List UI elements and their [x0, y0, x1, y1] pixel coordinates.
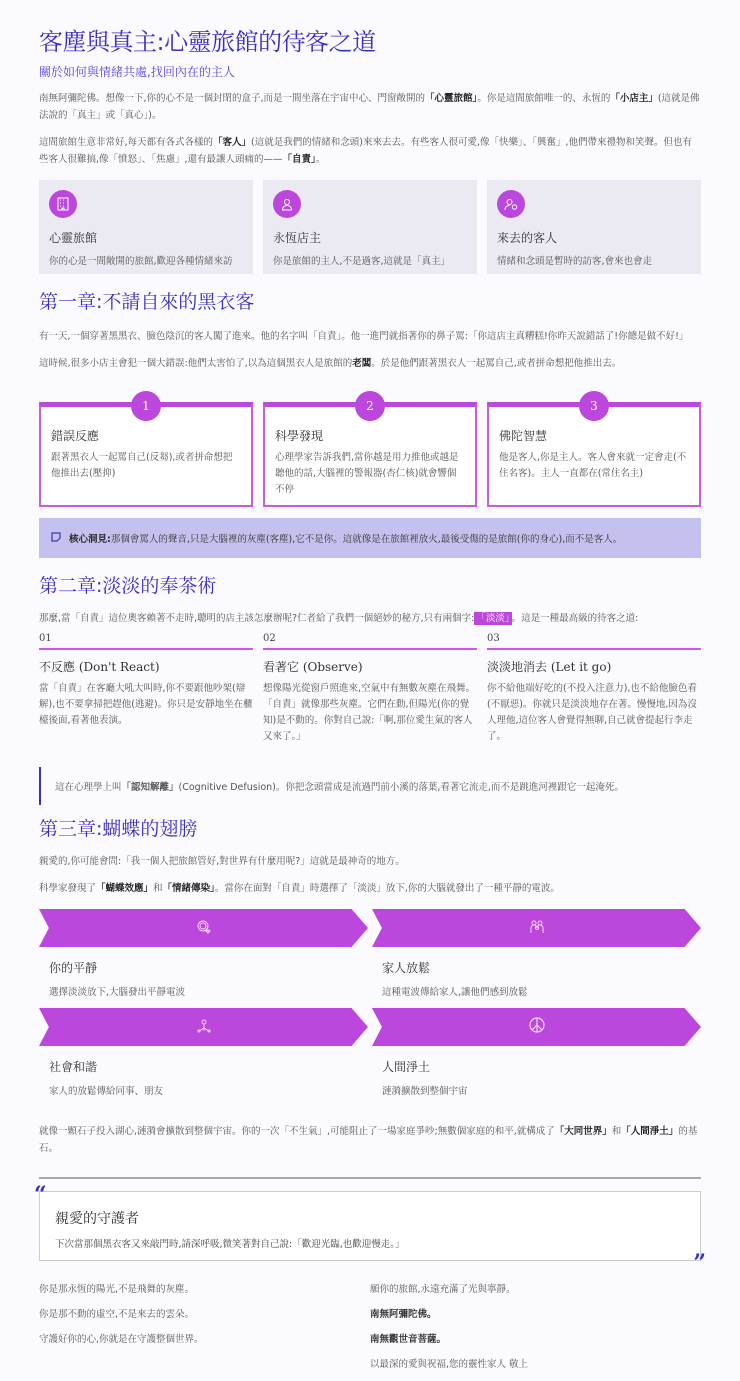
- emphasis-text: 「認知解離」: [121, 782, 179, 793]
- method-desc: 當「自責」在客廳大吼大叫時,你不要跟他吵架(辯解),也不要拿掃把趕他(逃避)。你只是安靜地坐在櫃檯後面,看著他表演。: [39, 683, 253, 726]
- close-quote-icon: ”: [693, 1250, 706, 1276]
- method-column: [487, 633, 701, 745]
- footer-line: 你是那不動的虛空,不是來去的雲朵。: [39, 1309, 195, 1320]
- guardian-quote-box: [34, 1182, 706, 1276]
- text-segment: (Cognitive Defusion)。你把念頭當成是流過門前小溪的落葉,看著它流走,而不是跳進河裡跟它一起淹死。: [178, 782, 624, 793]
- card-desc: 情緒和念頭是暫時的訪客,會來也會走: [497, 256, 653, 267]
- text-segment: 這在心理學上叫: [55, 782, 122, 793]
- card-title: 來去的客人: [497, 231, 558, 245]
- chapter-1-heading: 第一章:不請自來的黑衣客: [39, 291, 255, 313]
- step-card: [263, 399, 477, 507]
- network-icon: [197, 1018, 211, 1037]
- step-desc: 跟著黑衣人一起罵自己(反芻),或者拼命想把他推出去(壓抑): [51, 452, 233, 479]
- text-segment: 。: [315, 154, 326, 165]
- flow-step: [39, 1008, 368, 1107]
- method-columns: [39, 633, 701, 745]
- step-desc: 他是客人,你是主人。客人會來就一定會走(不住名客)。主人一直都在(常住名主): [499, 452, 687, 479]
- footer-line: 願你的旅館,永遠充滿了光與寧靜。: [370, 1284, 516, 1295]
- footer-line: 南無觀世音菩薩。: [370, 1334, 447, 1345]
- emphasis-text: 「情緒傳染」: [162, 883, 215, 894]
- steps: [39, 399, 701, 507]
- step-title: 錯誤反應: [51, 429, 100, 443]
- text-segment: 就像一顆石子投入湖心,漣漪會擴散到整個宇宙。你的一次「不生氣」,可能阻止了一場家庭爭吵;無數個家庭的和平,就構成了: [39, 1126, 555, 1137]
- chapter-3-paragraph: [39, 880, 701, 897]
- emphasis-text: 「大同世界」: [554, 1126, 612, 1137]
- step-card: [487, 399, 701, 507]
- emphasis-text: 「心靈旅館」: [425, 93, 478, 104]
- intro-paragraph-2: [39, 134, 701, 168]
- guardian-text: 下次當那個黑衣客又來敲門時,請深呼吸,微笑著對自己說:「歡迎光臨,也歡迎慢走。」: [55, 1239, 405, 1250]
- chapter-3-heading: 第三章:蝴蝶的翅膀: [39, 818, 198, 840]
- concept-card-hotel: [39, 180, 253, 274]
- step-desc: 心理學家告訴我們,當你越是用力推他或越是聽他的話,大腦裡的警報器(杏仁核)就會響個不停: [275, 452, 459, 495]
- footer-line: 南無阿彌陀佛。: [370, 1309, 437, 1320]
- fingerprint-heart-icon: [197, 919, 211, 938]
- flow-title: 家人放鬆: [382, 961, 431, 975]
- method-column: [39, 633, 253, 745]
- ripple-flow: [39, 909, 701, 1107]
- text-segment: 南無阿彌陀佛。想像一下,你的心不是一個封閉的盒子,而是一間坐落在宇宙中心、門窗敞開的: [39, 93, 426, 104]
- flow-desc: 這種電波傳給家人,讓他們感到放鬆: [382, 987, 528, 998]
- method-desc: 想像陽光從窗戶照進來,空氣中有無數灰塵在飛舞。「自責」就像那些灰塵。它們在動,但陽光(你的覺知)是不動的。你對自己說:「啊,那位愛生氣的客人又來了。」: [263, 683, 476, 742]
- family-icon: [529, 919, 545, 938]
- footer: [39, 1281, 701, 1381]
- emphasis-text: 「客人」: [213, 137, 252, 148]
- page-title: 客塵與真主:心靈旅館的待客之道: [39, 28, 376, 56]
- text-segment: 親愛的,你可能會問:「我一個人把旅館管好,對世界有什麼用呢?」這就是最神奇的地方。: [39, 856, 405, 867]
- closing-paragraph: [39, 1123, 701, 1157]
- method-desc: 你不給他端好吃的(不投入注意力),也不給他臉色看(不厭惡)。你就只是淡淡地存在著。慢慢地,因為沒人理他,這位客人會覺得無聊,自己就會提起行李走了。: [487, 683, 697, 742]
- emphasis-text: 「蝴蝶效應」: [96, 883, 154, 894]
- cognitive-defusion-quote: [39, 767, 701, 805]
- step-number: 1: [131, 391, 161, 421]
- flow-desc: 家人的放鬆傳給同事、朋友: [49, 1086, 164, 1097]
- intro-text: 。這是一種最高級的待客之道:: [511, 613, 639, 624]
- chapter-3-paragraph: [39, 853, 701, 870]
- note-icon: [51, 532, 61, 545]
- flow-title: 社會和諧: [49, 1060, 98, 1074]
- text-segment: 。當你在面對「自責」時選擇了「淡淡」放下,你的大腦就發出了一種平靜的電波。: [214, 883, 560, 894]
- highlight-term: 「淡淡」: [476, 613, 510, 624]
- chapter-2-heading: 第二章:淡淡的奉茶術: [39, 575, 217, 597]
- text-segment: 和: [611, 1126, 622, 1137]
- method-number: 02: [263, 633, 477, 650]
- flow-desc: 選擇淡淡放下,大腦發出平靜電波: [49, 987, 186, 998]
- intro-text: 那麼,當「自責」這位奧客賴著不走時,聰明的店主該怎麼辦呢?仁者給了我們一個絕妙的秘方,只有兩個字:: [39, 613, 475, 624]
- chapter-1-paragraph: [39, 328, 701, 345]
- guardian-title: 親愛的守護者: [55, 1211, 139, 1227]
- step-title: 科學發現: [275, 429, 324, 443]
- text-segment: (這就是佛法說的「真主」或「真心」)。: [39, 93, 700, 121]
- emphasis-text: 「自責」: [282, 154, 316, 165]
- hotel-icon: [49, 190, 77, 218]
- step-number: 2: [355, 391, 385, 421]
- method-title: 看著它 (Observe): [263, 660, 363, 674]
- footer-right: [370, 1281, 701, 1381]
- flow-step: [372, 1008, 701, 1107]
- chapter-2-intro: [39, 610, 701, 627]
- step-title: 佛陀智慧: [499, 429, 548, 443]
- text-segment: 。於是他們跟著黑衣人一起罵自己,或者拼命想把他推出去。: [371, 358, 622, 369]
- flow-desc: 漣漪擴散到整個宇宙: [382, 1086, 468, 1097]
- footer-line: 你是那永恆的陽光,不是飛舞的灰塵。: [39, 1284, 195, 1295]
- core-insight-callout: [39, 518, 701, 558]
- text-segment: 這時候,很多小店主會犯一個大錯誤:他們太害怕了,以為這個黑衣人是旅館的: [39, 358, 353, 369]
- text-segment: 有一天,一個穿著黑黑衣、臉色陰沉的客人闖了進來。他的名字叫「自責」。他一進門就指著你的鼻子罵:「你這店主真糟糕!你昨天說錯話了!你總是做不好!」: [39, 331, 689, 342]
- footer-signature: 以最深的愛與祝福,您的靈性家人 敬上: [370, 1359, 529, 1370]
- insight-text: 那個會罵人的聲音,只是大腦裡的灰塵(客塵),它不是你。這就像是在旅館裡放火,最後受傷的是旅館(你的身心),而不是客人。: [110, 534, 623, 545]
- emphasis-text: 「小店主」: [610, 93, 658, 104]
- concept-card-guests: [487, 180, 701, 274]
- footer-left: [39, 1281, 370, 1381]
- user-icon: [273, 190, 301, 218]
- text-segment: 和: [153, 883, 163, 894]
- card-desc: 你是旅館的主人,不是過客,這就是「真主」: [273, 256, 451, 267]
- text-segment: 科學家發現了: [39, 883, 97, 894]
- concept-cards: [39, 180, 701, 274]
- step-number: 3: [579, 391, 609, 421]
- emphasis-text: 老闆: [352, 358, 372, 369]
- text-segment: (這就是我們的情緒和念頭)來來去去。有些客人很可愛,像「快樂」、「興奮」,他們帶來禮物和笑聲。但也有些客人很難搞,像「憤怒」、「焦慮」,還有最讓人頭痛的——: [39, 137, 693, 165]
- flow-title: 人間淨土: [382, 1060, 431, 1074]
- open-quote-icon: “: [34, 1182, 47, 1208]
- flow-title: 你的平靜: [49, 961, 98, 975]
- insight-label: 核心洞見:: [69, 534, 111, 545]
- text-segment: 。你是這間旅館唯一的、永恆的: [477, 93, 611, 104]
- method-title: 不反應 (Don't React): [39, 660, 160, 674]
- page-subtitle: 關於如何與情緒共處,找回內在的主人: [39, 65, 235, 79]
- method-number: 01: [39, 633, 253, 650]
- chapter-1-paragraph: [39, 355, 701, 372]
- text-segment: 的基石。: [39, 1126, 698, 1154]
- card-title: 心靈旅館: [49, 231, 98, 245]
- footer-line: 守護好你的心,你就是在守護整個世界。: [39, 1334, 204, 1345]
- text-segment: 這間旅館生意非常好,每天都有各式各樣的: [39, 137, 214, 148]
- intro-paragraph-1: [39, 90, 701, 124]
- emphasis-text: 「人間淨土」: [621, 1126, 679, 1137]
- flow-step: [39, 909, 368, 1008]
- flow-step: [372, 909, 701, 1008]
- method-title: 淡淡地消去 (Let it go): [487, 660, 612, 674]
- card-title: 永恆店主: [273, 231, 322, 245]
- user-clock-icon: [497, 190, 525, 218]
- card-desc: 你的心是一間敞開的旅館,歡迎各種情緒來訪: [49, 256, 233, 267]
- peace-icon: [529, 1017, 545, 1037]
- concept-card-owner: [263, 180, 477, 274]
- divider: [39, 1177, 701, 1179]
- method-column: [263, 633, 477, 745]
- method-number: 03: [487, 633, 701, 650]
- step-card: [39, 399, 253, 507]
